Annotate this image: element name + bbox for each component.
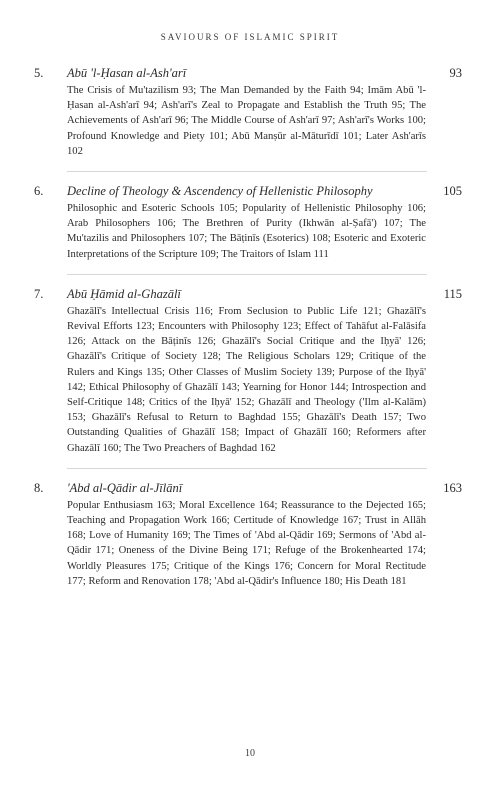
entry-heading: [34, 66, 462, 83]
chapter-title: Decline of Theology & Ascendency of Hellenistic Philosophy: [67, 184, 373, 199]
chapter-sections: Popular Enthusiasm 163; Moral Excellence 164; Reassurance to the Dejected 165; Teaching and Propagation Work 166; Certitude of Knowledge 167; Trust in Allāh 168; Love of Humanity 169; The Times of 'Abd al-Qādir 169; Sermons of 'Abd al-Qādir 171; Oneness of the Divine Being 171; Refuge of the Brokenhearted 174; Worldly Pleasures 175; Critique of the Kings 176; Concern for Moral Rectitude 177; Reform and Renovation 178; 'Abd al-Qādir's Influence 180; His Death 181: [67, 499, 426, 587]
divider: [67, 171, 427, 172]
chapter-number: 7.: [34, 286, 44, 301]
divider: [67, 274, 427, 275]
chapter-number: 8.: [34, 480, 44, 495]
chapter-title: Abū Ḥāmid al-Ghazālī: [67, 286, 181, 301]
chapter-number: 6.: [34, 184, 44, 199]
chapter-title: 'Abd al-Qādir al-Jīlānī: [67, 480, 183, 495]
running-head: SAVIOURS OF ISLAMIC SPIRIT: [160, 32, 340, 42]
chapter-page: 93: [449, 66, 462, 80]
chapter-title: Abū 'l-Ḥasan al-Ash'arī: [67, 66, 187, 80]
divider: [67, 468, 427, 469]
page-number: 10: [245, 748, 255, 759]
toc-entry-7: [34, 287, 462, 456]
entry-heading: [34, 481, 462, 498]
entry-heading: [34, 287, 462, 304]
chapter-sections: Ghazālī's Intellectual Crisis 116; From Seclusion to Public Life 121; Ghazālī's Revival Efforts 123; Encounters with Philosophy 123; Effect of Tahāfut al-Falāsifa 126; Attack on the Bāṭinīs 126; Ghazālī's Social Critique and the Iḥyā' 126; Ghazālī's Critique of Society 128; The Religious Scholars 129; Critique of the Rulers and Kings 135; Other Classes of Muslim Society 139; Purpose of the Iḥyā' 142; Ethical Philosophy of Ghazālī 143; Yearning for Honor 144; Introspection and Self-Critique 148; Critics of the Iḥyā' 152; Ghazālī and Theology ('Ilm al-Kalām) 153; Ghazālī's Refusal to Return to Baghdad 155; Ghazālī's Death 157; Two Outstanding Qualities of Ghazālī 158; Impact of Ghazālī 160; Reformers after Ghazālī 160; The Two Preachers of Baghdad 162: [67, 305, 426, 454]
table-of-contents: [34, 66, 462, 601]
toc-entry-8: [34, 481, 462, 589]
chapter-sections: The Crisis of Mu'tazilism 93; The Man Demanded by the Faith 94; Imām Abū 'l-Ḥasan al-Ash'arī 94; Ash'arī's Zeal to Propagate and Establish the Truth 95; The Achievements of Ash'arī 96; The Middle Course of Ash'arī 97; Ash'arī's Works 100; Profound Knowledge and Piety 101; Abū Manṣūr al-Māturīdī 101; Later Ash'arīs 102: [67, 85, 426, 157]
entry-heading: [34, 184, 462, 201]
chapter-page: 163: [443, 480, 462, 495]
chapter-number: 5.: [34, 66, 44, 80]
toc-entry-6: [34, 184, 462, 262]
toc-entry-5: [34, 66, 462, 159]
chapter-page: 105: [443, 184, 462, 199]
chapter-page: 115: [443, 286, 462, 301]
chapter-sections: Philosophic and Esoteric Schools 105; Popularity of Hellenistic Philosophy 106; Arab Philosophers 106; The Brethren of Purity (Ikhwān al-Ṣafā') 107; The Mu'tazilis and Philosophers 107; The Bāṭinīs (Esoterics) 108; Esoteric and Exoteric Interpretations of the Scripture 109; The Traitors of Islam 111: [67, 203, 426, 260]
